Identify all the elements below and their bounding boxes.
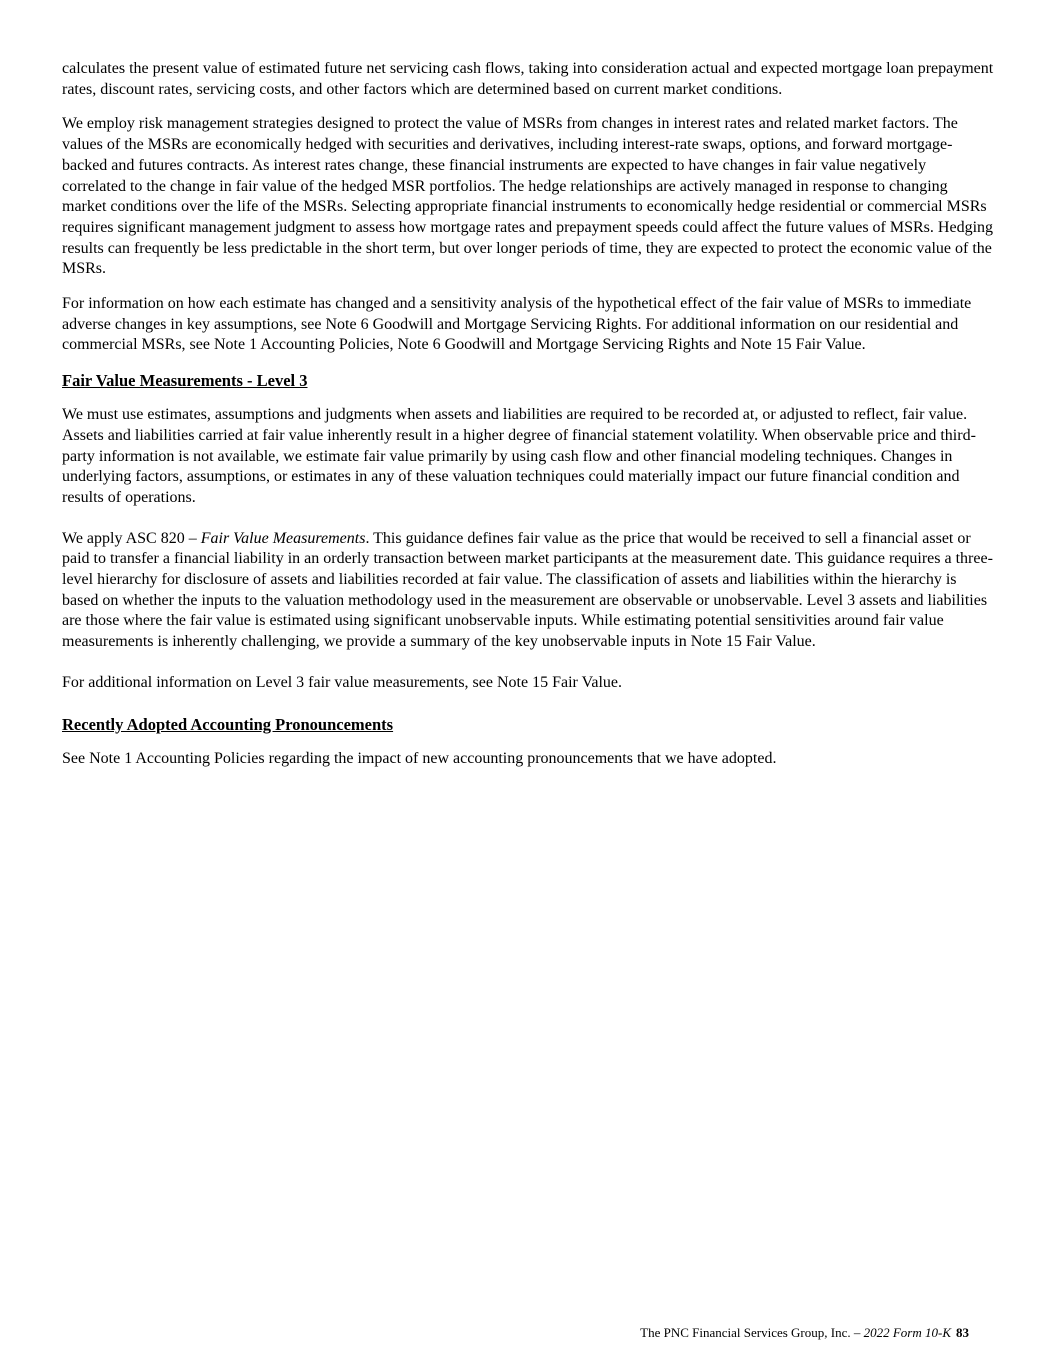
footer-company: The PNC Financial Services Group, Inc. – — [640, 1325, 864, 1340]
page-footer — [640, 1325, 969, 1341]
asc-820-title: Fair Value Measurements — [200, 529, 366, 547]
footer-form: 2022 Form 10-K — [863, 1325, 951, 1340]
document-body — [62, 59, 994, 783]
heading-fair-value-level-3: Fair Value Measurements - Level 3 — [62, 371, 308, 391]
paragraph-level-3-reference: For additional information on Level 3 fair value measurements, see Note 15 Fair Value. — [62, 673, 622, 691]
heading-recently-adopted: Recently Adopted Accounting Pronouncements — [62, 714, 394, 734]
paragraph-fair-value-estimates: We must use estimates, assumptions and judgments when assets and liabilities are required to be recorded at, or adjusted to reflect, fair value. Assets and liabilities carried at fair value inherently result in a higher degree of financial statement volatility. When observable price and third-party information is not available, we estimate fair value primarily by using cash flow and other financial modeling techniques. Changes in underlying factors, assumptions, or estimates in any of these valuation techniques could materially impact our future financial condition and results of operations. — [62, 406, 976, 506]
page-number: 83 — [956, 1325, 969, 1340]
asc-820-body: . This guidance defines fair value as the price that would be received to sell a financial asset or paid to transfer a financial liability in an orderly transaction between market participants at the measurement date. This guidance requires a three-level hierarchy for disclosure of assets and liabilities recorded at fair value. The classification of assets and liabilities within the hierarchy is based on whether the inputs to the valuation methodology used in the measurement are observable or unobservable. Level 3 assets and liabilities are those where the fair value is estimated using significant unobservable inputs. While estimating potential sensitivities around fair value measurements is inherently challenging, we provide a summary of the key unobservable inputs in Note 15 Fair Value. — [62, 529, 993, 651]
paragraph-msr-valuation: calculates the present value of estimated future net servicing cash flows, taking into consideration actual and expected mortgage loan prepayment rates, discount rates, servicing costs, and other factors which are determined based on current market conditions. — [62, 60, 994, 98]
paragraph-msr-risk-management: We employ risk management strategies designed to protect the value of MSRs from changes in interest rates and related market factors. The values of the MSRs are economically hedged with securities and derivatives, including interest-rate swaps, options, and forward mortgage-backed and futures contracts. As interest rates change, these financial instruments are expected to have changes in fair value negatively correlated to the change in fair value of the hedged MSR portfolios. The hedge relationships are actively managed in response to changing market conditions over the life of the MSRs. Selecting appropriate financial instruments to economically hedge residential or commercial MSRs requires significant management judgment to assess how mortgage rates and prepayment speeds could affect the future values of MSRs. Hedging results can frequently be less predictable in the short term, but over longer periods of time, they are expected to protect the economic value of the MSRs. — [62, 115, 994, 278]
paragraph-asc-820 — [62, 529, 994, 653]
asc-820-prefix: We apply ASC 820 – — [62, 529, 201, 547]
paragraph-msr-references: For information on how each estimate has changed and a sensitivity analysis of the hypothetical effect of the fair value of MSRs to immediate adverse changes in key assumptions, see Note 6 Goodwill and Mortgage Servicing Rights. For additional information on our residential and commercial MSRs, see Note 1 Accounting Policies, Note 6 Goodwill and Mortgage Servicing Rights and Note 15 Fair Value. — [62, 295, 972, 354]
paragraph-recent-pronouncements: See Note 1 Accounting Policies regarding the impact of new accounting pronouncements that we have adopted. — [62, 749, 777, 767]
